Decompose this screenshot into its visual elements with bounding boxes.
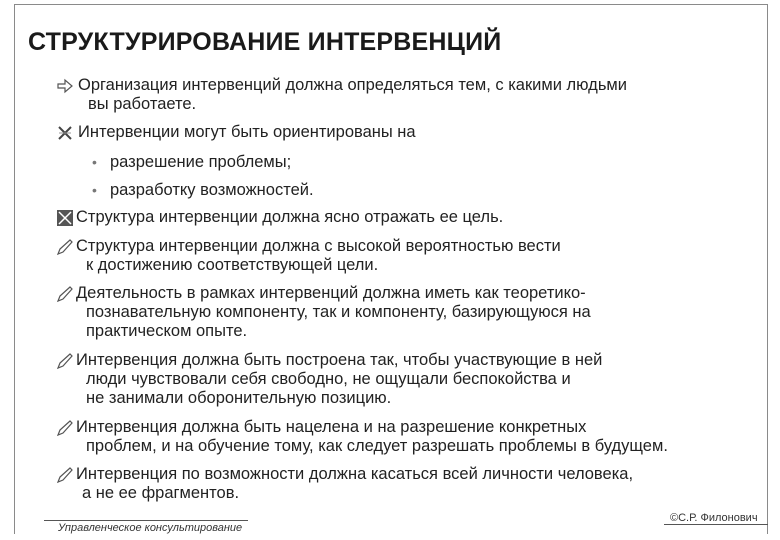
item-text-line: Интервенция должна быть нацелена и на разрешение конкретных [76, 418, 587, 436]
footer-divider [664, 524, 768, 525]
sub-item-text: разрешение проблемы; [110, 153, 292, 171]
item-text-line: не занимали оборонительную позицию. [86, 389, 392, 407]
footer-divider [44, 520, 248, 521]
item-text-line: Структура интервенции должна ясно отражать ее цель. [76, 208, 504, 226]
arrow-bullet-icon [56, 77, 74, 95]
sub-list-item [92, 153, 291, 172]
pencil-bullet-icon [56, 419, 74, 437]
list-item [58, 76, 758, 114]
filled-square-bullet-icon [56, 209, 74, 227]
list-item [58, 237, 758, 275]
item-text-line: а не ее фрагментов. [82, 484, 240, 502]
sub-bullet: • [92, 154, 97, 170]
pencil-bullet-icon [56, 238, 74, 256]
list-item [58, 418, 758, 456]
cross-bullet-icon [56, 124, 74, 142]
list-item [58, 123, 758, 142]
sub-list-item [92, 181, 314, 200]
pencil-bullet-icon [56, 352, 74, 370]
list-item [58, 208, 758, 227]
list-item [58, 351, 758, 408]
item-text-line: Интервенция должна быть построена так, чтобы участвующие в ней [76, 351, 603, 369]
item-text-line: Организация интервенций должна определяться тем, с какими людьми [78, 76, 627, 94]
item-text-line: практическом опыте. [86, 322, 248, 340]
pencil-bullet-icon [56, 466, 74, 484]
footer-course-name: Управленческое консультирование [58, 522, 243, 534]
item-text-line: проблем, и на обучение тому, как следует разрешать проблемы в будущем. [86, 437, 668, 455]
slide-title: СТРУКТУРИРОВАНИЕ ИНТЕРВЕНЦИЙ [28, 28, 502, 56]
sub-bullet: • [92, 182, 97, 198]
pencil-bullet-icon [56, 285, 74, 303]
item-text-line: Деятельность в рамках интервенций должна иметь как теоретико- [76, 284, 586, 302]
item-text-line: Интервенция по возможности должна касаться всей личности человека, [76, 465, 634, 483]
footer-copyright: ©С.Р. Филонович [670, 512, 758, 524]
item-text-line: вы работаете. [88, 95, 197, 113]
item-text-line: Интервенции могут быть ориентированы на [78, 123, 416, 141]
item-text-line: познавательную компоненту, так и компоненту, базирующуюся на [86, 303, 591, 321]
item-text-line: Структура интервенции должна с высокой вероятностью вести [76, 237, 561, 255]
list-item [58, 284, 758, 341]
sub-item-text: разработку возможностей. [110, 181, 314, 199]
item-text-line: к достижению соответствующей цели. [86, 256, 379, 274]
list-item [58, 465, 758, 503]
item-text-line: люди чувствовали себя свободно, не ощущали беспокойства и [86, 370, 571, 388]
